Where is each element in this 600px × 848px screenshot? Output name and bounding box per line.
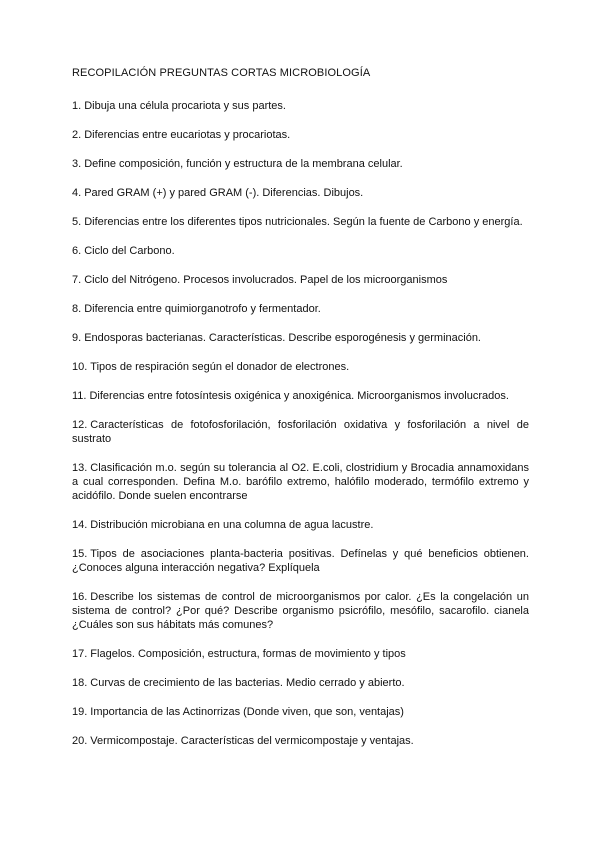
question-number: 5. <box>72 216 82 228</box>
question-item <box>72 244 529 258</box>
question-number: 19. <box>72 706 88 718</box>
question-text: Ciclo del Nitrógeno. Procesos involucrados. Papel de los microorganismos <box>84 274 448 286</box>
question-number: 6. <box>72 245 82 257</box>
question-item <box>72 389 529 403</box>
question-text: Pared GRAM (+) y pared GRAM (-). Diferencias. Dibujos. <box>84 187 364 199</box>
question-item <box>72 360 529 374</box>
question-number: 2. <box>72 129 82 141</box>
question-text: Flagelos. Composición, estructura, formas de movimiento y tipos <box>90 648 406 660</box>
question-number: 8. <box>72 303 82 315</box>
question-text: Vermicompostaje. Características del vermicompostaje y ventajas. <box>90 735 414 747</box>
question-item <box>72 461 529 503</box>
question-item <box>72 676 529 690</box>
question-text: Clasificación m.o. según su tolerancia al O2. E.coli, clostridium y Brocadia annamoxidans a cual corresponden. Defina M.o. barófilo extremo, halófilo moderado, termófilo extremo y acidófilo. Donde suelen encontrarse <box>72 462 529 502</box>
question-number: 4. <box>72 187 82 199</box>
question-item <box>72 418 529 446</box>
document-page <box>72 66 529 763</box>
question-number: 14. <box>72 519 88 531</box>
question-number: 17. <box>72 648 88 660</box>
question-number: 13. <box>72 462 88 474</box>
question-text: Endosporas bacterianas. Características. Describe esporogénesis y germinación. <box>84 332 481 344</box>
question-text: Describe los sistemas de control de microorganismos por calor. ¿Es la congelación un sistema de control? ¿Por qué? Describe organismo psicrófilo, mesófilo, sacarofilo. cianela ¿Cuáles son sus hábitats más comunes? <box>72 591 529 631</box>
question-text: Tipos de respiración según el donador de electrones. <box>90 361 350 373</box>
question-list <box>72 99 529 748</box>
question-item <box>72 128 529 142</box>
question-item <box>72 186 529 200</box>
question-text: Tipos de asociaciones planta-bacteria positivas. Defínelas y qué beneficios obtienen. ¿Conoces alguna interacción negativa? Explíquela <box>72 548 529 574</box>
document-title: RECOPILACIÓN PREGUNTAS CORTAS MICROBIOLOGÍA <box>72 67 371 79</box>
question-number: 1. <box>72 100 82 112</box>
question-text: Diferencia entre quimiorganotrofo y fermentador. <box>84 303 321 315</box>
question-text: Diferencias entre fotosíntesis oxigénica y anoxigénica. Microorganismos involucrados. <box>89 390 509 402</box>
question-number: 16. <box>72 591 88 603</box>
question-number: 7. <box>72 274 82 286</box>
question-number: 11. <box>72 390 87 402</box>
question-item <box>72 647 529 661</box>
question-item <box>72 331 529 345</box>
question-text: Diferencias entre eucariotas y procariotas. <box>84 129 291 141</box>
question-item <box>72 99 529 113</box>
question-text: Importancia de las Actinorrizas (Donde viven, que son, ventajas) <box>90 706 404 718</box>
question-text: Distribución microbiana en una columna de agua lacustre. <box>90 519 374 531</box>
question-item <box>72 705 529 719</box>
question-text: Curvas de crecimiento de las bacterias. Medio cerrado y abierto. <box>90 677 405 689</box>
question-text: Dibuja una célula procariota y sus partes. <box>84 100 286 112</box>
question-item <box>72 273 529 287</box>
question-item <box>72 547 529 575</box>
question-number: 10. <box>72 361 88 373</box>
question-item <box>72 734 529 748</box>
question-number: 20. <box>72 735 88 747</box>
question-item <box>72 518 529 532</box>
question-number: 9. <box>72 332 82 344</box>
question-text: Diferencias entre los diferentes tipos nutricionales. Según la fuente de Carbono y energía. <box>84 216 523 228</box>
question-number: 12. <box>72 419 88 431</box>
question-number: 3. <box>72 158 82 170</box>
question-text: Define composición, función y estructura de la membrana celular. <box>84 158 403 170</box>
question-item <box>72 157 529 171</box>
question-number: 18. <box>72 677 88 689</box>
question-item <box>72 215 529 229</box>
question-number: 15. <box>72 548 88 560</box>
question-item <box>72 302 529 316</box>
question-item <box>72 590 529 632</box>
question-text: Características de fotofosforilación, fosforilación oxidativa y fosforilación a nivel de sustrato <box>72 419 529 445</box>
question-text: Ciclo del Carbono. <box>84 245 175 257</box>
